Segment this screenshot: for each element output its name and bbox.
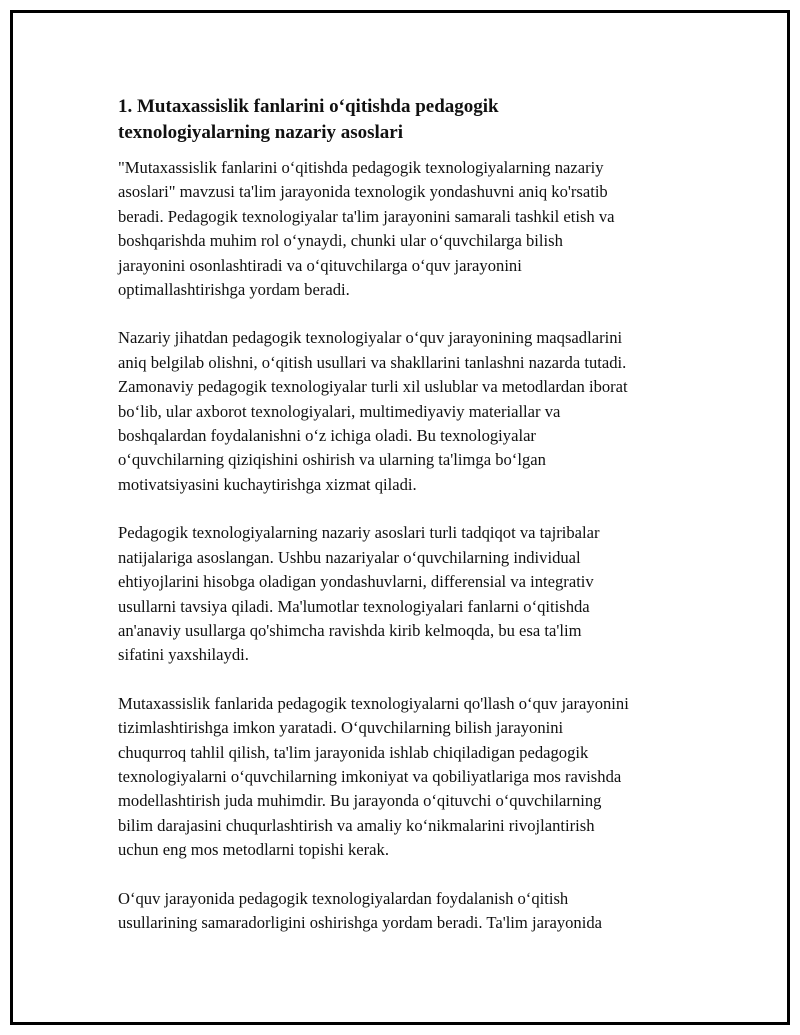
paragraph: Mutaxassislik fanlarida pedagogik texnologiyalarni qo'llash o‘quv jarayonini tizimlashtirishga imkon yaratadi. O‘quvchilarning bilish jarayonini chuqurroq tahlil qilish, ta'lim jarayonida ishlab chiqiladigan pedagogik texnologiyalarni o‘quvchilarning imkoniyat va qobiliyatlariga mos ravishda modellashtirish juda muhimdir. Bu jarayonda o‘qituvchi o‘quvchilarning bilim darajasini chuqurlashtirish va amaliy ko‘nikmalarini rivojlantirish uchun eng mos metodlarni topishi kerak.: [118, 693, 629, 860]
document-body: [118, 94, 696, 959]
paragraph: Nazariy jihatdan pedagogik texnologiyalar o‘quv jarayonining maqsadlarini aniq belgilab olishni, o‘qitish usullari va shakllarini tanlashni nazarda tutadi. Zamonaviy pedagogik texnologiyalar turli xil uslublar va metodlardan iborat bo‘lib, ular axborot texnologiyalari, multimediyaviy materiallar va boshqalardan foydalanishni o‘z ichiga oladi. Bu texnologiyalar o‘quvchilarning qiziqishini oshirish va ularning ta'limga bo‘lgan motivatsiyasini kuchaytirishga xizmat qiladi.: [118, 328, 628, 494]
paragraph: "Mutaxassislik fanlarini o‘qitishda pedagogik texnologiyalarning nazariy asoslari" mavzusi ta'lim jarayonida texnologik yondashuvni aniq ko'rsatib beradi. Pedagogik texnologiyalar ta'lim jarayonini samarali tashkil etish va boshqarishda muhim rol o‘ynaydi, chunki ular o‘quvchilarga bilish jarayonini osonlashtiradi va o‘qituvchilarga o‘quv jarayonini optimallashtirishga yordam beradi.: [118, 158, 615, 300]
section-heading: 1. Mutaxassislik fanlarini o‘qitishda pedagogik texnologiyalarning nazariy asoslari: [118, 96, 499, 143]
paragraph: O‘quv jarayonida pedagogik texnologiyalardan foydalanish o‘qitish usullarining samaradorligini oshirishga yordam beradi. Ta'lim jarayonida: [118, 888, 603, 932]
paragraph: Pedagogik texnologiyalarning nazariy asoslari turli tadqiqot va tajribalar natijalariga asoslangan. Ushbu nazariyalar o‘quvchilarning individual ehtiyojlarini hisobga oladigan yondashuvlarni, differensial va integrativ usullarni tavsiya qiladi. Ma'lumotlar texnologiyalari fanlarni o‘qitishda an'anaviy usullarga qo'shimcha ravishda kirib kelmoqda, bu esa ta'lim sifatini yaxshilaydi.: [118, 523, 600, 665]
